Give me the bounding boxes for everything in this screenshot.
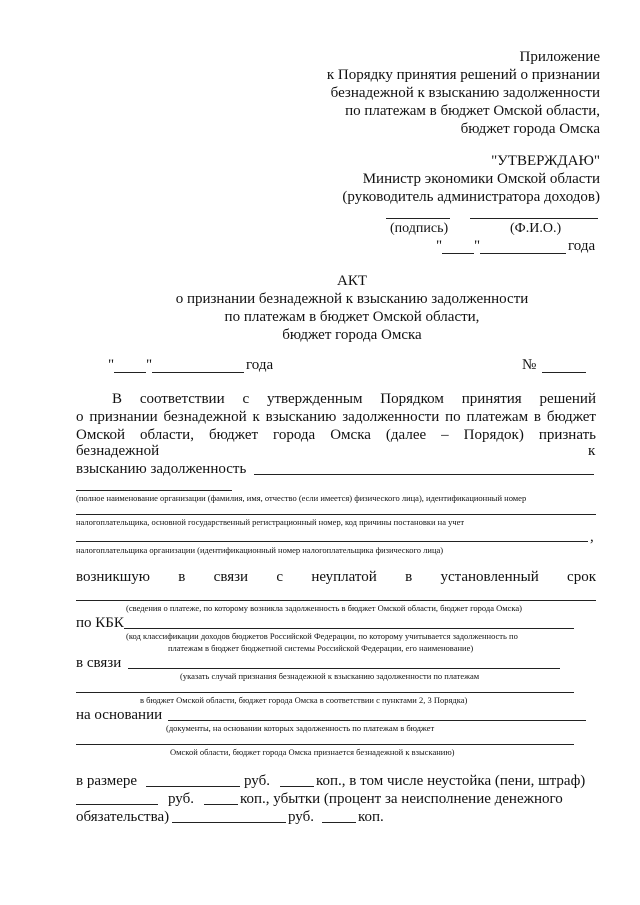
kop-input-line[interactable] bbox=[204, 804, 238, 805]
appendix-line: к Порядку принятия решений о признании bbox=[326, 67, 600, 83]
basis-label: на основании bbox=[76, 707, 163, 723]
act-number-label: № bbox=[522, 357, 537, 373]
amount-text: обязательства) bbox=[76, 809, 170, 825]
administrator-note: (руководитель администратора доходов) bbox=[342, 189, 600, 205]
body-line: о признании безнадежной к взысканию задолженности по платежам в бюджет bbox=[76, 409, 596, 425]
case-input-line[interactable] bbox=[76, 692, 574, 693]
note-docs: Омской области, бюджет города Омска признается безнадежной к взысканию) bbox=[170, 747, 455, 757]
arisen-line: возникшую в связи с неуплатой в установленный срок bbox=[76, 569, 596, 585]
note-payment: (сведения о платеже, по которому возникла задолженность в бюджет Омской области, бюджет города Омска) bbox=[126, 603, 522, 613]
approve-day-line[interactable] bbox=[442, 253, 474, 254]
rub-label: руб. bbox=[244, 773, 270, 789]
act-title: АКТ bbox=[337, 273, 367, 289]
debtor-input-line[interactable] bbox=[76, 490, 232, 491]
note-organization: налогоплательщика, основной государственный регистрационный номер, код причины постановки на учет bbox=[76, 517, 465, 527]
act-day-line[interactable] bbox=[114, 372, 146, 373]
approve-year-label: года bbox=[568, 238, 596, 254]
debtor-input-line[interactable] bbox=[76, 514, 596, 515]
debtor-input-line[interactable] bbox=[76, 541, 588, 542]
rub-label: руб. bbox=[168, 791, 194, 807]
kbk-input-line[interactable] bbox=[124, 628, 574, 629]
comma: , bbox=[590, 529, 594, 545]
note-case: (указать случай признания безнадежной к взысканию задолженности по платежам bbox=[180, 671, 480, 681]
kop-input-line[interactable] bbox=[280, 786, 314, 787]
rub-input-line[interactable] bbox=[172, 822, 286, 823]
appendix-line: по платежам в бюджет Омской области, bbox=[345, 103, 600, 119]
minister-title: Министр экономики Омской области bbox=[362, 171, 600, 187]
date-quote: " bbox=[108, 357, 115, 373]
act-number-line[interactable] bbox=[542, 372, 586, 373]
signature-line[interactable] bbox=[386, 218, 450, 219]
amount-label: в размере bbox=[76, 773, 138, 789]
body-line: к bbox=[588, 443, 596, 459]
fio-line[interactable] bbox=[470, 218, 598, 219]
docs-input-line[interactable] bbox=[76, 744, 574, 745]
act-month-line[interactable] bbox=[152, 372, 244, 373]
appendix-line: безнадежной к взысканию задолженности bbox=[330, 85, 600, 101]
approve-month-line[interactable] bbox=[480, 253, 566, 254]
act-subtitle: по платежам в бюджет Омской области, bbox=[224, 309, 480, 325]
debt-label: взысканию задолженность bbox=[76, 461, 247, 477]
body-line: Омской области, бюджет города Омска (далее – Порядок) признать bbox=[76, 427, 596, 443]
amount-text: коп., в том числе неустойка (пени, штраф) bbox=[316, 773, 586, 789]
rub-label: руб. bbox=[288, 809, 314, 825]
kop-input-line[interactable] bbox=[322, 822, 356, 823]
rub-input-line[interactable] bbox=[146, 786, 240, 787]
debtor-input-line[interactable] bbox=[254, 474, 594, 475]
approve-label: "УТВЕРЖДАЮ" bbox=[491, 153, 600, 169]
body-line: безнадежной bbox=[76, 443, 160, 459]
act-subtitle: о признании безнадежной к взысканию задолженности bbox=[175, 291, 529, 307]
note-organization: налогоплательщика организации (идентификационный номер налогоплательщика физического лица) bbox=[76, 545, 444, 555]
act-year-label: года bbox=[246, 357, 274, 373]
fio-label: (Ф.И.О.) bbox=[510, 221, 562, 236]
case-input-line[interactable] bbox=[128, 668, 560, 669]
note-kbk: (код классификации доходов бюджетов Российской Федерации, по которому учитывается задолженность по bbox=[126, 631, 518, 641]
date-quote: " bbox=[146, 357, 153, 373]
appendix-line: Приложение bbox=[519, 49, 600, 65]
act-subtitle: бюджет города Омска bbox=[282, 327, 422, 343]
rub-input-line[interactable] bbox=[76, 804, 158, 805]
appendix-line: бюджет города Омска bbox=[460, 121, 600, 137]
signature-label: (подпись) bbox=[390, 221, 449, 236]
date-quote: " bbox=[474, 238, 481, 254]
due-to-label: в связи bbox=[76, 655, 122, 671]
body-line: В соответствии с утвержденным Порядком принятия решений bbox=[112, 391, 596, 407]
kop-label: коп. bbox=[358, 809, 384, 825]
kbk-label: по КБК bbox=[76, 615, 124, 631]
note-organization: (полное наименование организации (фамилия, имя, отчество (если имеется) физического лица), идентификационный номер bbox=[76, 493, 527, 503]
docs-input-line[interactable] bbox=[168, 720, 586, 721]
amount-text: коп., убытки (процент за неисполнение денежного bbox=[240, 791, 563, 807]
note-kbk: платежам в бюджет бюджетной системы Российской Федерации, его наименование) bbox=[168, 643, 474, 653]
date-quote: " bbox=[436, 238, 443, 254]
note-case: в бюджет Омской области, бюджет города Омска в соответствии с пунктами 2, 3 Порядка) bbox=[140, 695, 468, 705]
payment-input-line[interactable] bbox=[76, 600, 596, 601]
note-docs: (документы, на основании которых задолженность по платежам в бюджет bbox=[166, 723, 435, 733]
